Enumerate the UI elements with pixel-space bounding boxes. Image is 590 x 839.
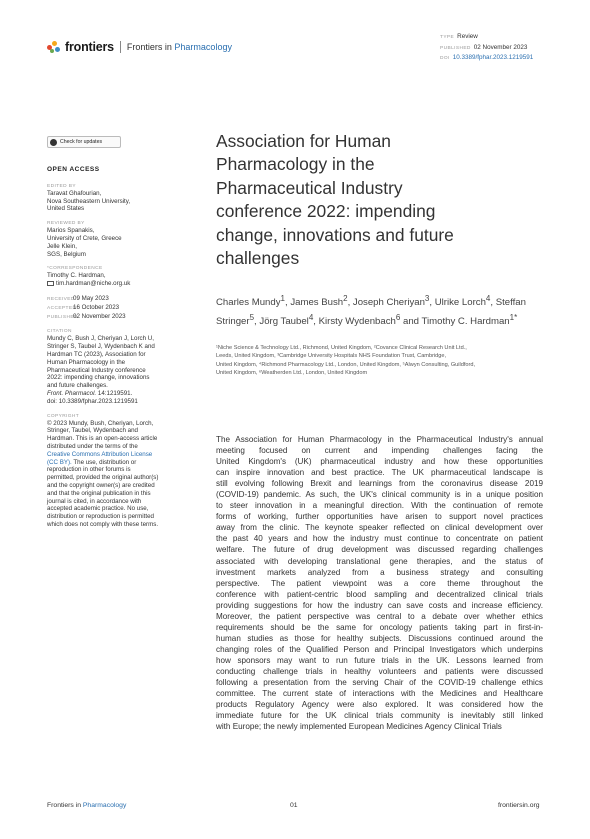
frontiers-logo-icon [47, 40, 61, 54]
footer-site-link[interactable]: frontiersin.org [498, 802, 540, 809]
abstract-line: (COVID-19) pandemic. As such, the UK's clinical community is in a unique position [216, 490, 543, 500]
license-link-cc[interactable]: (CC BY). [47, 458, 72, 466]
abstract-line: following a presentation from the serving Chair of the COVID-19 challenge ethics [216, 678, 543, 688]
abstract-line: providing suggestions for how the industry can save costs and increase efficiency. [216, 600, 543, 610]
meta-doi: DOI 10.3389/fphar.2023.1219591 [440, 54, 534, 61]
abstract-line: still evolving following Brexit and learnings from the coronavirus disease 2019 [216, 479, 543, 489]
abstract-line: with Europe; the newly implemented European Medicines Agency Clinical Trials [216, 722, 502, 732]
abstract-line: The Association for Human Pharmacology in the Pharmaceutical Industry's annual [216, 435, 543, 444]
edited-by-section: EDITED BY Taravat Ghafourian, Nova Southeastern University, United States [47, 183, 131, 213]
author-list: Charles Mundy$^1$, James Bush$^2$, Joseph Cheriyan$^3$, Ulrike Lorch$^4$, Steffan Stringer$^5$, Jörg Taubel$^4$, Kirsty Wydenbach$^6$ and Timothy C. Hardman$^{1*}$ [216, 294, 526, 328]
abstract-line: associated with developing translational gene therapies, and the status of [216, 556, 543, 566]
abstract-text [216, 434, 543, 732]
author[interactable]: Steffan Stringer$^5$ [216, 297, 526, 328]
abstract-line: away from the clinic. The keynote speaker reflected on clinical development over [216, 523, 543, 533]
page-number: 01 [290, 802, 298, 809]
article-title: Association for Human Pharmacology in the Pharmaceutical Industry conference 2022: impending change, innovations and future challenges [216, 131, 454, 269]
article-meta [440, 32, 533, 64]
copyright-section: COPYRIGHT © 2023 Mundy, Bush, Cheriyan, Lorch, Stringer, Taubel, Wydenbach and Hardman. This is an open-access article distributed under the terms of the Creative Commons Attribution License (CC BY). The use, distribution or reproduction in other forums is permitted, provided the original author(s) and the copyright owner(s) are credited and that the original publication in this journal is cited, in accordance with accepted academic practice. No use, distribution or reproduction is permitted which does not comply with these terms. [47, 413, 159, 528]
meta-type: TYPE Review [440, 33, 478, 40]
footer-journal: Frontiers in Pharmacology [47, 802, 127, 809]
abstract-line: Moreover, the patient perspective was central to a debate over whether ethics [216, 611, 543, 621]
abstract-line: immediate future for the UK clinical trials community is inevitably still linked [216, 711, 543, 721]
license-link[interactable]: Creative Commons Attribution License [47, 450, 153, 458]
check-updates-label: Check for updates [60, 139, 103, 145]
abstract-line: United Kingdom's (UK) pharmaceutical industry and how these opportunities [216, 457, 543, 467]
author[interactable]: James Bush$^2$ [290, 294, 348, 309]
journal-name: Frontiers in Pharmacology [126, 42, 232, 52]
abstract-line: the past 40 years and how the industry must continue to concentrate on patient [216, 534, 543, 544]
open-access-label: OPEN ACCESS [47, 166, 100, 173]
abstract-line: products Regulatory Agency were also explored. It was considered how the [216, 700, 543, 710]
check-for-updates-button[interactable] [47, 136, 121, 148]
abstract-line: meeting focused on current and impending challenges facing the [216, 446, 543, 456]
abstract-line: conducting challenge trials in healthy volunteers and patients were discussed [216, 666, 543, 676]
logo-divider [120, 41, 121, 53]
abstract-line: perspective. The patient viewpoint was a core theme throughout the [216, 578, 543, 588]
reviewed-by-section: REVIEWED BY Marios Spanakis, University of Crete, Greece Jelle Klein, SGS, Belgium [47, 221, 122, 258]
author[interactable]: Joseph Cheriyan$^3$ [352, 294, 430, 309]
abstract-line: can inspire innovation and best practice. The UK pharmaceutical landscape is [216, 468, 543, 478]
update-check-icon [50, 139, 57, 146]
frontiers-logo[interactable] [47, 38, 232, 56]
abstract-line: committee. The current state of interactions with the Medicines and Healthcare [216, 689, 543, 699]
author[interactable]: Jörg Taubel$^4$ [259, 313, 314, 328]
author[interactable]: Charles Mundy$^1$ [216, 294, 285, 309]
abstract-line: investment markets analyzed from a business strategy and consulting [216, 567, 543, 577]
author[interactable]: Timothy C. Hardman$^{1*}$ [421, 313, 518, 328]
citation-section: CITATION Mundy C, Bush J, Cheriyan J, Lorch U, Stringer S, Taubel J, Wydenbach K and Hardman TC (2023), Association for Human Pharmacology in the Pharmaceutical Industry conference 2022: impending change, innovations and future challenges. Front. Pharmacol. 14:1219591. doi: 10.3389/fphar.2023.1219591 [47, 328, 199, 405]
brand-name: frontiers [65, 40, 114, 54]
citation-doi[interactable]: doi: 10.3389/fphar.2023.1219591 [47, 397, 138, 405]
sidebar [47, 166, 199, 529]
correspondence-email[interactable]: tim.hardman@niche.org.uk [56, 280, 131, 288]
abstract-line: welfare. The future of drug development was discussed regarding challenges [216, 545, 543, 555]
abstract-line: human studies as those for healthy subjects. Discussions continued around the [216, 633, 543, 643]
abstract-line: how sponsors may want to run future trials in the UK. Lessons learned from [216, 655, 543, 665]
abstract-line: to steer innovation in a meaningful direction. With the continuation of remote [216, 501, 543, 511]
author[interactable]: Kirsty Wydenbach$^6$ [318, 313, 401, 328]
correspondence-section: *CORRESPONDENCE Timothy C. Hardman, tim.hardman@niche.org.uk [47, 266, 131, 288]
abstract-line: conference with patient-centric blood sampling and decentralized clinical trials [216, 589, 543, 599]
email-icon [47, 281, 54, 287]
abstract-line: requirements should be the same for oncology patients taking part in first-in- [216, 622, 543, 632]
abstract-line: forms of working, further opportunities have arisen to support novel practices [216, 512, 543, 522]
abstract-line: changing roles of the Qualified Person and Principal Investigators which underpins [216, 644, 543, 654]
dates-section: RECEIVED09 May 2023 ACCEPTED16 October 2023 PUBLISHED02 November 2023 [47, 294, 126, 320]
meta-published: PUBLISHED 02 November 2023 [440, 43, 528, 51]
author[interactable]: Ulrike Lorch$^4$ [434, 294, 491, 309]
affiliations: ¹Niche Science & Technology Ltd., Richmond, United Kingdom, ²Covance Clinical Research Unit Ltd., Leeds, United Kingdom, ³Cambridge University Hospitals NHS Foundation Trust, Cambridge, United Kingdom, ⁴Richmond Pharmacology Ltd., London, United Kingdom, ⁵Alwyn Consulting, Guildford, United Kingdom, ⁶Weatherden Ltd., London, United Kingdom [216, 345, 476, 376]
